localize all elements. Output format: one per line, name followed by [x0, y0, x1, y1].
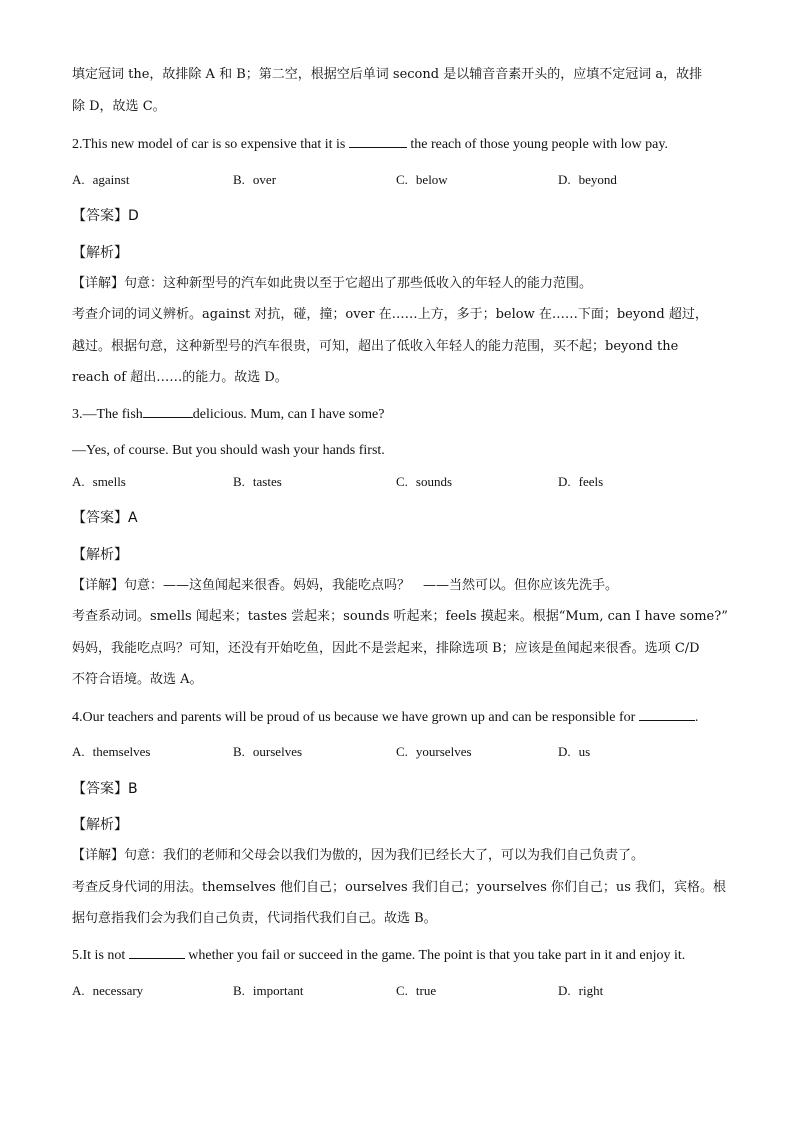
option-text: beyond	[578, 172, 617, 187]
option-b	[233, 474, 282, 490]
option-letter: B.	[233, 983, 245, 998]
option-c	[396, 172, 448, 188]
question-2-options	[72, 172, 732, 190]
question-5-text-pre: 5.It is not	[72, 948, 129, 963]
option-text: smells	[92, 474, 126, 489]
question-2-analysis-label: 【解析】	[72, 245, 128, 261]
option-letter: C.	[396, 172, 408, 187]
question-3-text-pre: 3.—The fish	[72, 407, 143, 422]
option-letter: B.	[233, 744, 245, 759]
question-2-answer	[72, 207, 732, 225]
answer-blank	[129, 946, 185, 959]
question-3-answer	[72, 509, 732, 527]
answer-label: 【答案】	[72, 208, 128, 224]
answer-label: 【答案】	[72, 781, 128, 797]
option-text: feels	[578, 474, 604, 489]
option-d	[558, 474, 603, 490]
option-letter: D.	[558, 744, 571, 759]
question-4-text-post: .	[694, 710, 699, 725]
question-3-stem-2: —Yes, of course. But you should wash your hands first.	[72, 443, 385, 458]
question-4-explanation-1: 考查反身代词的用法。themselves 他们自己；ourselves 我们自己；yourselves 你们自己；us 我们，宾格。根	[72, 880, 727, 895]
question-3-options	[72, 474, 732, 492]
option-a	[72, 983, 143, 999]
option-letter: A.	[72, 474, 85, 489]
option-c	[396, 983, 436, 999]
option-letter: C.	[396, 983, 408, 998]
option-letter: A.	[72, 983, 85, 998]
question-5-options	[72, 983, 732, 1001]
answer-value: D	[128, 208, 139, 224]
option-letter: C.	[396, 474, 408, 489]
answer-blank	[639, 708, 695, 721]
option-letter: B.	[233, 172, 245, 187]
question-4-options	[72, 744, 732, 762]
option-text: yourselves	[415, 744, 472, 759]
option-text: against	[92, 172, 130, 187]
answer-value: B	[128, 781, 138, 797]
question-4-detail: 【详解】句意：我们的老师和父母会以我们为傲的，因为我们已经长大了，可以为我们自己负责了。	[72, 848, 645, 863]
question-5-stem	[72, 946, 732, 965]
option-a	[72, 474, 126, 490]
question-2-stem	[72, 135, 732, 154]
option-letter: B.	[233, 474, 245, 489]
question-2-text-pre: 2.This new model of car is so expensive that it is	[72, 137, 349, 152]
option-b	[233, 983, 303, 999]
option-d	[558, 172, 617, 188]
option-text: ourselves	[252, 744, 303, 759]
question-3-explanation-3: 不符合语境。故选 A。	[72, 672, 203, 687]
question-4-answer	[72, 780, 732, 798]
question-2-explanation-1: 考查介词的词义辨析。against 对抗，碰，撞；over 在……上方，多于；below 在……下面；beyond 超过，	[72, 307, 708, 322]
option-a	[72, 744, 150, 760]
question-3-explanation-1: 考查系动词。smells 闻起来；tastes 尝起来；sounds 听起来；feels 摸起来。根据“Mum, can I have some?”	[72, 609, 728, 624]
answer-value: A	[128, 510, 138, 526]
question-4-analysis-label: 【解析】	[72, 817, 128, 833]
answer-blank	[349, 135, 407, 148]
option-b	[233, 744, 302, 760]
question-3-explanation-2: 妈妈，我能吃点吗？可知，还没有开始吃鱼，因此不是尝起来，排除选项 B；应该是鱼闻起来很香。选项 C/D	[72, 641, 700, 656]
question-5-text-post: whether you fail or succeed in the game. The point is that you take part in it and enjoy it.	[184, 948, 686, 963]
question-3-text-post: delicious. Mum, can I have some?	[192, 407, 385, 422]
option-text: tastes	[252, 474, 282, 489]
option-text: true	[415, 983, 437, 998]
option-letter: A.	[72, 744, 85, 759]
question-4-explanation-2: 据句意指我们会为我们自己负责，代词指代我们自己。故选 B。	[72, 911, 437, 926]
intro-line-1: 填定冠词 the，故排除 A 和 B；第二空，根据空后单词 second 是以辅音音素开头的，应填不定冠词 a，故排	[72, 67, 703, 82]
question-2-explanation-3: reach of 超出……的能力。故选 D。	[72, 370, 288, 385]
option-c	[396, 744, 472, 760]
option-text: important	[252, 983, 304, 998]
option-letter: D.	[558, 474, 571, 489]
option-text: necessary	[92, 983, 144, 998]
question-4-stem	[72, 708, 732, 727]
question-3-detail: 【详解】句意：——这鱼闻起来很香。妈妈，我能吃点吗？ ——当然可以。但你应该先洗手。	[72, 578, 619, 593]
option-a	[72, 172, 129, 188]
intro-line-2: 除 D，故选 C。	[72, 99, 166, 114]
option-text: themselves	[92, 744, 151, 759]
answer-blank	[143, 405, 193, 418]
option-letter: C.	[396, 744, 408, 759]
option-c	[396, 474, 452, 490]
option-d	[558, 744, 590, 760]
option-text: below	[415, 172, 448, 187]
option-letter: D.	[558, 983, 571, 998]
option-b	[233, 172, 276, 188]
question-3-analysis-label: 【解析】	[72, 547, 128, 563]
option-letter: A.	[72, 172, 85, 187]
question-2-text-post: the reach of those young people with low pay.	[406, 137, 668, 152]
question-2-explanation-2: 越过。根据句意，这种新型号的汽车很贵，可知，超出了低收入年轻人的能力范围，买不起；beyond the	[72, 339, 679, 354]
option-text: over	[252, 172, 277, 187]
option-text: right	[578, 983, 604, 998]
option-text: sounds	[415, 474, 453, 489]
question-2-detail: 【详解】句意：这种新型号的汽车如此贵以至于它超出了那些低收入的年轻人的能力范围。	[72, 276, 593, 291]
answer-label: 【答案】	[72, 510, 128, 526]
question-4-text-pre: 4.Our teachers and parents will be proud of us because we have grown up and can be responsible for	[72, 710, 639, 725]
question-3-stem-1	[72, 405, 732, 424]
option-d	[558, 983, 603, 999]
option-text: us	[578, 744, 591, 759]
option-letter: D.	[558, 172, 571, 187]
